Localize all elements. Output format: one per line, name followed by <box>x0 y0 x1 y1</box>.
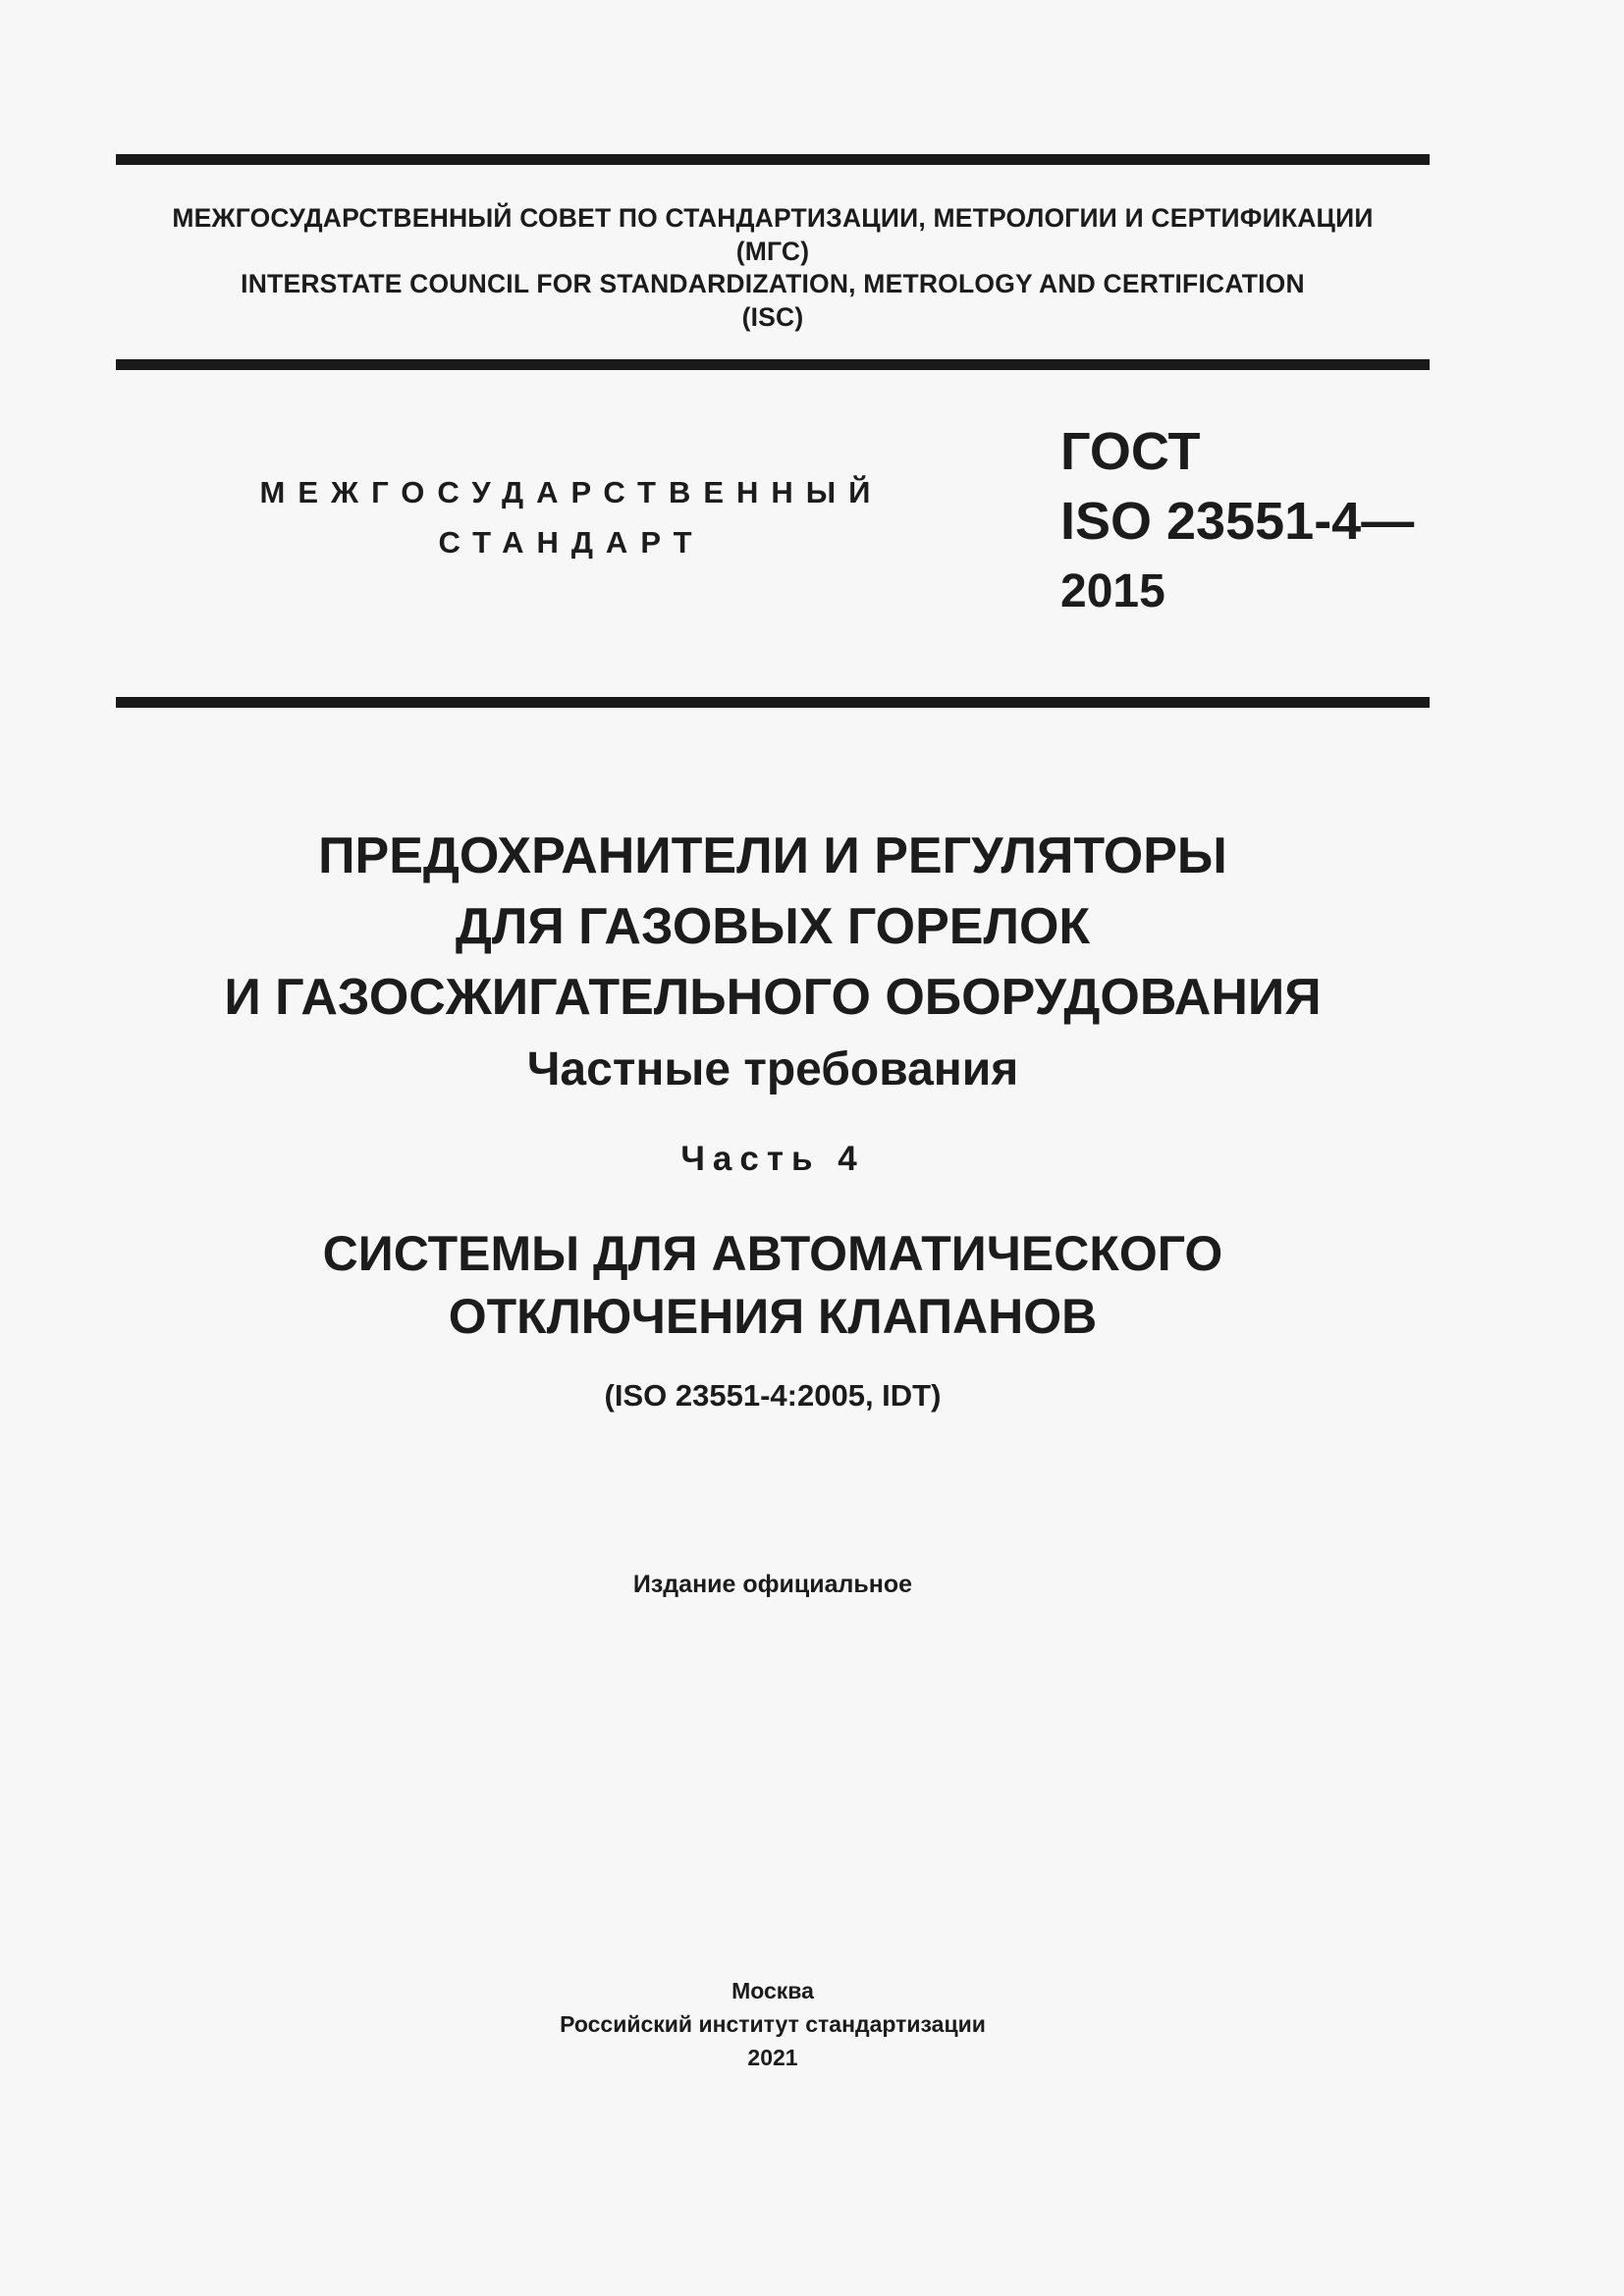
publisher-imprint <box>116 1974 1430 2074</box>
council-header <box>116 202 1430 334</box>
part-title <box>116 1222 1430 1348</box>
standard-type-line2: СТАНДАРТ <box>438 525 705 560</box>
title-line: ПРЕДОХРАНИТЕЛИ И РЕГУЛЯТОРЫ <box>318 828 1227 884</box>
council-name-en: INTERSTATE COUNCIL FOR STANDARDIZATION, METROLOGY AND CERTIFICATION <box>241 269 1305 298</box>
standard-type-line1: МЕЖГОСУДАРСТВЕННЫЙ <box>259 475 884 509</box>
document-subtitle: Частные требования <box>526 1043 1019 1095</box>
designation-rule <box>116 697 1430 708</box>
standard-designation <box>1060 417 1414 626</box>
edition-note: Издание официальное <box>632 1571 913 1598</box>
council-abbr-ru: (МГС) <box>735 236 810 266</box>
title-line: ДЛЯ ГАЗОВЫХ ГОРЕЛОК <box>455 898 1091 955</box>
top-rule <box>116 154 1430 165</box>
designation-gost: ГОСТ <box>1060 422 1201 481</box>
part-title-line: СИСТЕМЫ ДЛЯ АВТОМАТИЧЕСКОГО <box>322 1226 1223 1281</box>
designation-year: 2015 <box>1060 565 1165 617</box>
imprint-city: Москва <box>731 1978 814 2003</box>
part-title-line: ОТКЛЮЧЕНИЯ КЛАПАНОВ <box>448 1289 1098 1344</box>
council-name-ru: МЕЖГОСУДАРСТВЕННЫЙ СОВЕТ ПО СТАНДАРТИЗАЦИИ, МЕТРОЛОГИИ И СЕРТИФИКАЦИИ <box>172 203 1374 233</box>
imprint-publisher: Российский институт стандартизации <box>560 2011 986 2037</box>
imprint-year: 2021 <box>747 2045 798 2070</box>
designation-number: ISO 23551-4— <box>1060 492 1415 551</box>
document-title <box>116 821 1430 1033</box>
header-rule <box>116 359 1430 370</box>
council-abbr-en: (ISC) <box>741 301 804 332</box>
title-line: И ГАЗОСЖИГАТЕЛЬНОГО ОБОРУДОВАНИЯ <box>224 969 1322 1026</box>
iso-reference: (ISO 23551-4:2005, IDT) <box>604 1378 942 1413</box>
part-number: Часть 4 <box>680 1140 865 1178</box>
